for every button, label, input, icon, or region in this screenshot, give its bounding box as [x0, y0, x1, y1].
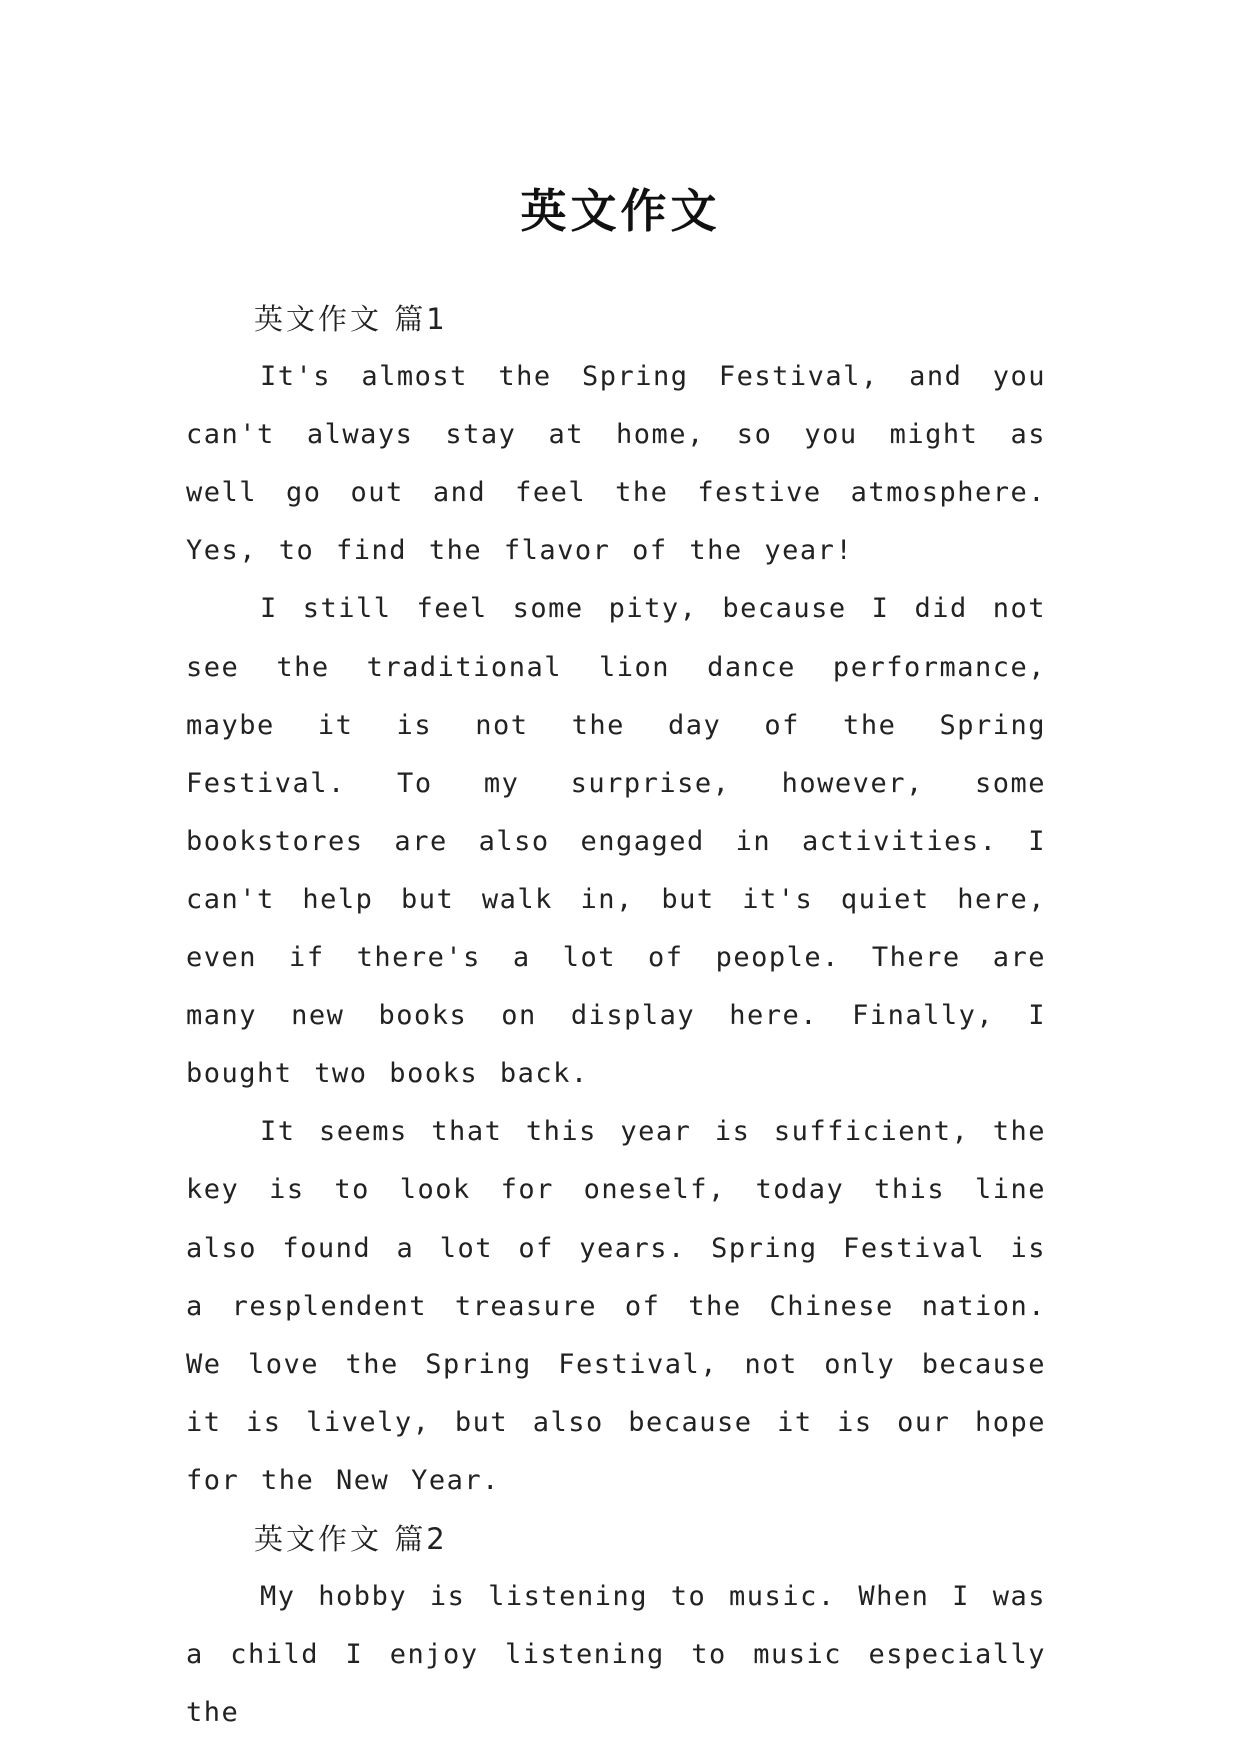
essay-section-2	[186, 1510, 1046, 1742]
paragraph: It seems that this year is sufficient, the key is to look for oneself, today this line also found a lot of years. Spring Festival is a resplendent treasure of the Chinese nation. We love the Spring Festival, not only because it is lively, but also because it is our hope for the New Year.	[186, 1116, 1046, 1496]
section-heading: 英文作文 篇2	[254, 1521, 448, 1556]
paragraph: I still feel some pity, because I did not see the traditional lion dance performance, maybe it is not the day of the Spring Festival. To my surprise, however, some bookstores are also engaged in activities. I can't help but walk in, but it's quiet here, even if there's a lot of people. There are many new books on display here. Finally, I bought two books back.	[186, 593, 1046, 1090]
paragraph: It's almost the Spring Festival, and you can't always stay at home, so you might as well go out and feel the festive atmosphere. Yes, to find the flavor of the year!	[186, 361, 1046, 567]
document-body	[186, 290, 1046, 1742]
page-title: 英文作文	[520, 183, 721, 238]
section-heading: 英文作文 篇1	[254, 302, 448, 336]
essay-section-1	[186, 290, 1046, 1510]
paragraph: My hobby is listening to music. When I was a child I enjoy listening to music especially the	[186, 1581, 1046, 1729]
